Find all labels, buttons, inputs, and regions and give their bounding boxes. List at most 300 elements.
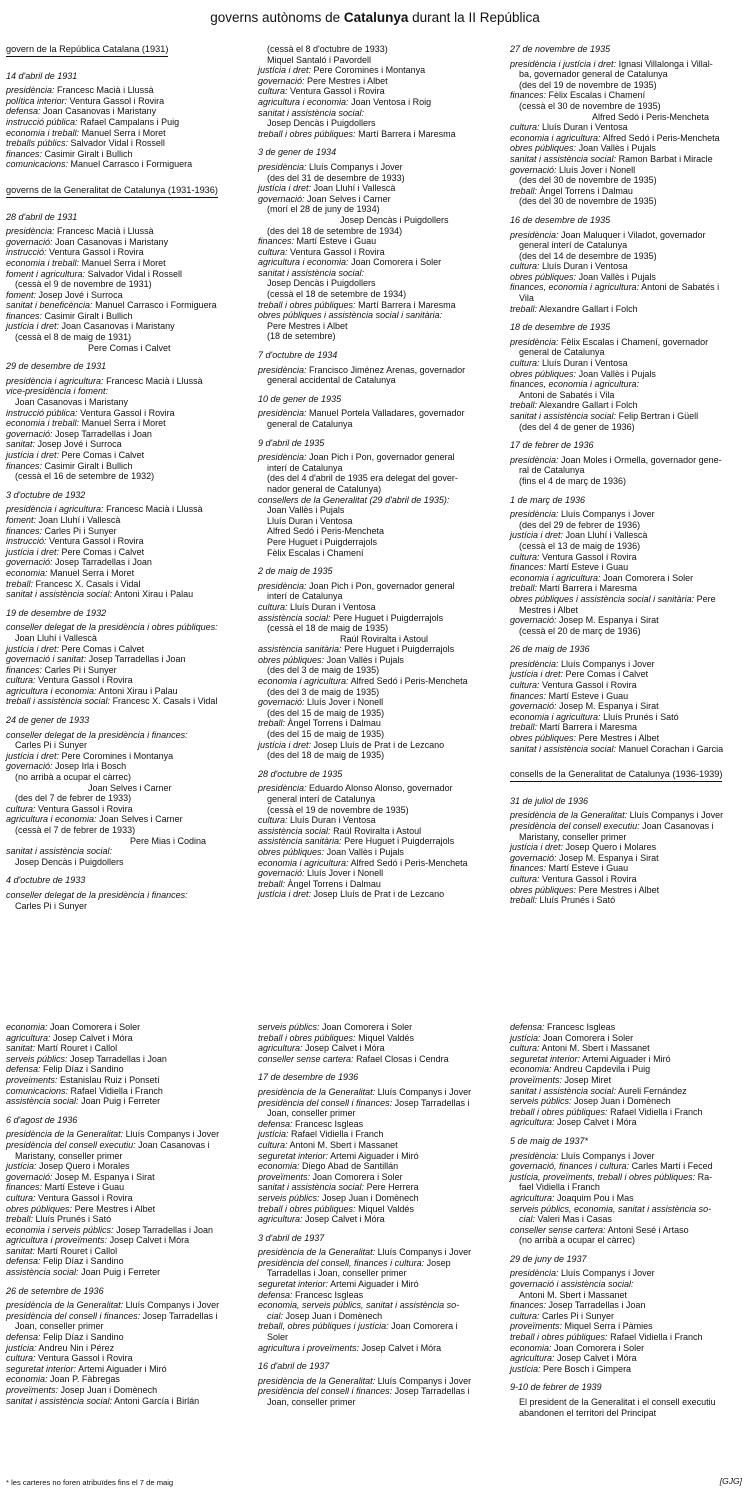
entry-line — [6, 128, 244, 139]
entry-line — [258, 473, 498, 484]
holder-name: (no arribà a ocupar el càrrec) — [15, 772, 132, 783]
office-label: agricultura i economia: — [6, 685, 97, 696]
entry-line — [6, 96, 244, 107]
holder-name: Antoni Sesé i Artaso — [607, 1224, 689, 1235]
column-3 — [510, 44, 746, 914]
office-label: presidència: — [510, 658, 559, 669]
entry-line — [510, 1343, 746, 1354]
office-label: agricultura: — [510, 1117, 555, 1128]
holder-name: Josep Tarradellas i — [394, 1097, 470, 1108]
office-label: presidència del consell executiu: — [510, 821, 640, 831]
entry-line — [258, 331, 498, 342]
holder-name: (morí el 28 de juny de 1934) — [267, 204, 380, 215]
title-suffix: durant la II República — [412, 10, 540, 25]
office-label: obres públiques: — [510, 143, 577, 154]
entry-date: 1 de març de 1936 — [510, 494, 586, 505]
office-label: presidència: — [258, 364, 307, 375]
government-entry — [510, 44, 746, 207]
entry-line — [258, 108, 498, 119]
office-label: presidència de la Generalitat: — [258, 1375, 376, 1386]
holder-name: Joan Comorera i Soler — [312, 1171, 403, 1182]
office-label: economia: — [6, 1022, 48, 1032]
holder-name: Joaquim Pou i Mas — [557, 1192, 634, 1203]
holder-name: Maristany, conseller primer — [15, 1150, 123, 1161]
entry-line — [258, 718, 498, 729]
entry-line — [258, 86, 498, 97]
holder-name: Josep Tarradellas i — [142, 1310, 218, 1321]
entry-line — [258, 375, 498, 386]
entry-line — [6, 1235, 244, 1246]
office-label: finances: — [6, 664, 43, 675]
holder-name: Martí Barrera i Maresma — [539, 583, 638, 594]
holder-name: Josep Lluís de Prat i de Lezcano — [313, 739, 445, 750]
office-label: serveis públics: — [510, 1096, 572, 1107]
holder-name: (cessà el 30 de novembre de 1935) — [519, 100, 661, 111]
office-label: serveis públics: — [6, 1053, 68, 1064]
office-label: obres públiques: — [6, 1203, 73, 1214]
entry-line — [510, 455, 746, 466]
entry-line — [510, 59, 746, 70]
entry-line — [510, 659, 746, 670]
entry-line — [6, 536, 244, 547]
entry-line — [6, 793, 244, 804]
entry-line — [510, 422, 746, 433]
holder-name: Antoni M. Sbert i Massanet — [289, 1139, 398, 1150]
holder-name: Joan, conseller primer — [267, 1397, 356, 1407]
holder-name: Andreu Nin i Pérez — [38, 1342, 115, 1353]
entry-line — [258, 868, 498, 879]
entry-line — [6, 686, 244, 697]
entry-line — [6, 1300, 244, 1311]
holder-name: Lluís Jover i Nonell — [307, 697, 384, 708]
holder-name: Martí Esteve i Guau — [548, 562, 629, 573]
office-label: obres públiques: — [258, 654, 325, 665]
government-entry — [6, 1115, 244, 1278]
holder-name: Lluís Prunés i Sató — [603, 711, 679, 722]
entry-line — [6, 85, 244, 96]
entry-line — [6, 526, 244, 537]
entry-line — [258, 257, 498, 268]
office-label: agricultura i proveïments: — [6, 1235, 108, 1246]
entry-line — [510, 842, 746, 853]
office-label: conseller sense cartera: — [258, 1053, 354, 1064]
entry-line — [510, 400, 746, 411]
holder-name: Francesc X. Casals i Vidal — [35, 578, 141, 589]
entry-line — [258, 1268, 498, 1279]
entry-line — [6, 1204, 244, 1215]
entry-line — [258, 537, 498, 548]
office-label: assistència social: — [6, 1096, 79, 1107]
holder-name: Fèlix Escalas i Chamení — [267, 547, 364, 558]
holder-name: (des del 4 d'abril de 1935 era delegat del gover- — [267, 473, 458, 484]
holder-name: (cessà el 18 de setembre de 1934) — [267, 289, 407, 300]
office-label: cultura: — [510, 873, 540, 884]
entry-line — [258, 750, 498, 761]
holder-name: (cessà el 16 de setembre de 1932) — [15, 471, 155, 482]
office-label: justícia i dret: — [6, 321, 60, 332]
holder-name: Pere Comas i Calvet — [88, 342, 171, 353]
entry-line — [258, 794, 498, 805]
entry-line — [258, 419, 498, 430]
entry-line — [510, 1214, 746, 1225]
entry-line — [258, 1332, 498, 1343]
holder-name: Josep Tarradellas i Joan — [55, 428, 152, 439]
office-label: economia i serveis públics: — [6, 1224, 114, 1235]
holder-name: Lluís Companys i Jover — [561, 1150, 655, 1161]
holder-name: Joan Lluhí i Vallescà — [565, 530, 648, 541]
entry-line — [510, 1172, 746, 1183]
entry-line — [6, 226, 244, 237]
office-label: conseller delegat de la presidència i finances: — [6, 889, 188, 900]
entry-line — [6, 1343, 244, 1354]
entry-line — [258, 310, 498, 321]
entry-line — [258, 1043, 498, 1054]
office-label: economia i agricultura: — [258, 857, 349, 868]
office-label: assistència social: — [258, 612, 331, 623]
entry-line — [258, 505, 498, 516]
entry-line — [510, 1182, 746, 1193]
page-title — [0, 10, 750, 26]
holder-name: (cessà el 8 d'octubre de 1933) — [267, 44, 388, 54]
entry-line — [258, 634, 498, 645]
holder-name: Francesc Isgleas — [295, 1289, 364, 1300]
holder-name: (des del 18 de maig de 1935) — [267, 750, 385, 761]
holder-name: Lluís Duran i Ventosa — [290, 601, 376, 612]
office-label: conseller sense cartera: — [510, 1224, 606, 1235]
entry-line — [6, 857, 244, 868]
office-label: seguretat interior: — [258, 1279, 329, 1290]
holder-name: Alfred Sedó i Peris-Mencheta — [350, 676, 468, 687]
entry-line — [510, 744, 746, 755]
office-label: sanitat i assistència social: — [6, 846, 113, 857]
holder-name: Martí Barrera i Maresma — [358, 128, 456, 139]
holder-name: (des del 3 de maig de 1935) — [267, 665, 380, 676]
entry-date: 28 d'octubre de 1935 — [258, 768, 343, 779]
footnote: * les carteres no foren atribuïdes fins el 7 de maig — [6, 1478, 174, 1487]
entry-line — [6, 1332, 244, 1343]
office-label: presidència: — [510, 229, 559, 240]
holder-name: (des del 18 de setembre de 1934) — [267, 225, 403, 236]
entry-line — [510, 520, 746, 531]
office-label: agricultura i economia: — [258, 96, 349, 107]
holder-name: Joan Moles i Ormella, governador gene- — [561, 454, 722, 465]
holder-name: Ventura Gassol i Rovira — [49, 247, 144, 258]
holder-name: Josep Jové i Surroca — [38, 289, 123, 300]
office-label: seguretat interior: — [258, 1150, 329, 1161]
entry-line — [510, 541, 746, 552]
office-label: política interior: — [6, 95, 68, 106]
entry-date: 2 de maig de 1935 — [258, 566, 333, 577]
entry-line — [510, 347, 746, 358]
office-label: defensa: — [258, 1118, 293, 1129]
holder-name: Casimir Giralt i Bullich — [44, 310, 133, 321]
office-label: obres públiques i assistència social i sanitària: — [258, 310, 443, 321]
holder-name: Eduardo Alonso Alonso, governador — [309, 783, 453, 794]
entry-line — [510, 509, 746, 520]
holder-name: Lluís Duran i Ventosa — [290, 815, 376, 826]
entry-line — [258, 484, 498, 495]
office-label: agricultura: — [258, 1043, 303, 1054]
entry-line — [258, 1119, 498, 1130]
entry-line — [258, 1258, 498, 1269]
entry-line — [6, 300, 244, 311]
entry-line — [510, 810, 746, 821]
holder-name: Joan Casanovas i Maristany — [61, 321, 175, 332]
office-label: justícia i dret: — [510, 842, 564, 853]
entry-line — [6, 783, 244, 794]
entry-line — [6, 1086, 244, 1097]
holder-name: Josep Tarradellas i Joan — [70, 1053, 167, 1064]
entry-line — [258, 268, 498, 279]
entry-line — [258, 879, 498, 890]
entry-line — [258, 665, 498, 676]
holder-name: Artemi Aiguader i Miró — [78, 1363, 167, 1374]
holder-name: Soler — [267, 1332, 289, 1343]
office-label: proveïments: — [258, 1171, 311, 1182]
entry-line — [6, 1193, 244, 1204]
office-label: defensa: — [6, 1256, 41, 1267]
holder-name: Ventura Gassol i Rovira — [542, 873, 637, 884]
holder-name: Alexandre Gallart i Folch — [539, 400, 638, 411]
entry-line — [510, 1117, 746, 1128]
office-label: governació i assistència social: — [510, 1279, 634, 1290]
entry-line — [510, 1279, 746, 1290]
holder-name: Josep Miret — [564, 1074, 612, 1085]
entry-line — [510, 712, 746, 723]
entry-line — [6, 1096, 244, 1107]
office-label: presidència de la Generalitat: — [6, 1300, 124, 1311]
entry-line — [258, 729, 498, 740]
entry-line — [258, 495, 498, 506]
holder-name: Carles Pi i Sunyer — [44, 525, 117, 536]
office-label: agricultura: — [510, 1353, 555, 1364]
holder-name: Joan Puig i Ferreter — [81, 1096, 161, 1107]
office-label: finances: — [510, 1300, 547, 1311]
entry-line — [6, 408, 244, 419]
holder-name: Àngel Torrens i Dalmau — [287, 878, 381, 889]
office-label: proveïments: — [6, 1385, 59, 1395]
entry-line — [6, 633, 244, 644]
holder-name: (des del 31 de desembre de 1933) — [267, 172, 405, 183]
office-label: sanitat i assistència social: — [510, 1085, 617, 1096]
entry-date: 5 de maig de 1937* — [510, 1135, 589, 1146]
entry-line — [510, 552, 746, 563]
holder-name: Manuel Serra i Moret — [81, 418, 166, 429]
entry-line — [258, 129, 498, 140]
holder-name: Ventura Gassol i Rovira — [38, 803, 133, 814]
holder-name: Lluís Companys i Jover — [561, 658, 655, 669]
office-label: governació: — [510, 615, 557, 626]
entry-date: 4 d'octubre de 1933 — [6, 875, 86, 886]
holder-name: Antoni M. Sbert i Massanet — [541, 1043, 650, 1054]
entry-line — [6, 654, 244, 665]
entry-line — [6, 589, 244, 600]
holder-name: Ventura Gassol i Rovira — [80, 407, 175, 418]
office-label: defensa: — [6, 1064, 41, 1075]
entry-line — [510, 1043, 746, 1054]
entry-line — [6, 279, 244, 290]
government-entry — [510, 440, 746, 486]
holder-name: Lluís Companys i Jover — [629, 810, 724, 821]
holder-name: Pere Huguet i Puigderrajols — [344, 644, 455, 655]
entry-line — [258, 1343, 498, 1354]
entry-date: 19 de desembre de 1932 — [6, 607, 107, 618]
office-label: cultura: — [510, 122, 540, 133]
entry-date: 16 d'abril de 1937 — [258, 1361, 330, 1372]
government-entry — [6, 715, 244, 867]
entry-line — [510, 701, 746, 712]
entry-line — [510, 1193, 746, 1204]
entry-line — [6, 751, 244, 762]
office-label: governació: — [6, 1171, 53, 1182]
office-label: obres públiques: — [510, 733, 577, 744]
office-label: sanitat: — [6, 439, 36, 450]
government-entry — [258, 394, 498, 430]
office-label: presidència: — [258, 783, 307, 794]
entry-line — [510, 175, 746, 186]
entry-line — [6, 1182, 244, 1193]
entry-line — [258, 805, 498, 816]
office-label: cultura: — [510, 261, 540, 272]
entry-line — [510, 196, 746, 207]
office-label: obres públiques: — [258, 846, 325, 857]
entry-line — [510, 832, 746, 843]
government-entry — [6, 361, 244, 482]
office-label: treball: — [510, 400, 538, 411]
holder-name: Joan Selves i Carner — [88, 782, 172, 793]
office-label: treball: — [258, 878, 286, 889]
government-entry — [258, 438, 498, 559]
entry-line — [6, 1246, 244, 1257]
entry-line — [6, 376, 244, 387]
office-label: justícia: — [258, 1129, 289, 1140]
office-label: governació i sanitat: — [6, 654, 87, 665]
holder-name: Ignasi Villalonga i Villal- — [618, 58, 713, 69]
entry-line — [6, 1151, 244, 1162]
holder-name: Miquel Santaló i Pavordell — [267, 54, 372, 65]
office-label: conseller delegat de la presidència i obres públiques: — [6, 622, 218, 633]
entry-line — [510, 853, 746, 864]
entry-line — [510, 1107, 746, 1118]
entry-line — [510, 573, 746, 584]
entry-line — [6, 258, 244, 269]
holder-name: Raúl Roviralta i Astoul — [333, 825, 422, 836]
office-label: justícia i dret: — [6, 750, 60, 761]
holder-name: (des del 30 de novembre de 1935) — [519, 175, 657, 186]
holder-name: Lluís Jover i Nonell — [307, 868, 384, 879]
entry-line — [510, 680, 746, 691]
holder-name: Joan Pich i Pon, governador general — [309, 580, 455, 591]
office-label: justícia i dret: — [6, 643, 60, 654]
government-entry — [6, 212, 244, 354]
entry-line — [258, 278, 498, 289]
office-label: treball i obres públiques: — [510, 1332, 608, 1343]
holder-name: Antoni M. Sbert i Massanet — [519, 1289, 628, 1300]
entry-line — [258, 97, 498, 108]
office-label: presidència: — [510, 1150, 559, 1161]
entry-line — [510, 112, 746, 123]
office-label: consellers de la Generalitat (29 d'abril de 1935): — [258, 494, 450, 505]
holder-name: Rafael Vidiella i Franch — [70, 1085, 163, 1096]
entry-line — [510, 133, 746, 144]
holder-name: Carles Pi i Sunyer — [542, 1310, 615, 1321]
holder-name: Martí Rouret i Callol — [37, 1043, 118, 1054]
office-label: treball i obres públiques: — [258, 128, 356, 139]
entry-line — [510, 282, 746, 293]
office-label: presidència: — [510, 509, 559, 520]
office-label: assistència social: — [258, 825, 331, 836]
entry-line — [6, 1311, 244, 1322]
entry-line — [6, 1161, 244, 1172]
office-label: economia i agricultura: — [258, 676, 349, 687]
holder-name: Lluís Companys i Jover — [377, 1375, 472, 1386]
office-label: treball, obres públiques i justícia: — [258, 1321, 389, 1332]
holder-name: Estanislau Ruiz i Ponsetí — [60, 1074, 160, 1085]
entry-line — [510, 101, 746, 112]
column-5 — [258, 1022, 498, 1416]
entry-line — [258, 858, 498, 869]
entry-line — [258, 1098, 498, 1109]
office-label: treball: — [510, 583, 538, 594]
office-label: agricultura i proveïments: — [258, 1342, 360, 1353]
holder-name: (des del 7 de febrer de 1933) — [15, 793, 132, 804]
entry-line — [258, 1129, 498, 1140]
holder-name: Joan Lluhí i Vallescà — [38, 514, 121, 525]
entry-line — [510, 821, 746, 832]
entry-line — [6, 901, 244, 912]
entry-date: 28 d'abril de 1931 — [6, 211, 78, 222]
holder-name: general de Catalunya — [519, 347, 605, 358]
office-label: sanitat i assistència social: — [510, 743, 617, 754]
office-label: economia, serveis públics, sanitat i assistència so- — [258, 1300, 460, 1311]
office-label: finances, economia i agricultura: — [510, 282, 640, 293]
holder-name: (des del 14 de desembre de 1935) — [519, 250, 657, 261]
office-label: sanitat i assistència social: — [258, 107, 365, 118]
holder-name: Joan Vallès i Pujals — [267, 505, 345, 516]
office-label: assistència sanitària: — [258, 644, 342, 655]
office-label: presidència del consell i finances: — [258, 1097, 393, 1108]
government-entry — [510, 1022, 746, 1128]
holder-name: Francesc Isgleas — [547, 1022, 616, 1032]
office-label: finances: — [6, 1182, 43, 1193]
office-label: cultura: — [510, 551, 540, 562]
holder-name: Francesc Macià i Llussà — [57, 226, 154, 237]
entry-line — [258, 644, 498, 655]
holder-name: Ventura Gassol i Rovira — [49, 536, 144, 547]
office-label: sanitat i assistència social: — [510, 411, 617, 421]
entry-line — [258, 815, 498, 826]
column-6 — [510, 1022, 746, 1426]
office-label: cultura: — [510, 680, 540, 691]
office-label: cial: — [519, 1214, 536, 1225]
holder-name: Alfred Sedó i Peris-Mencheta — [267, 526, 385, 537]
holder-name: Lluís Companys i Jover — [125, 1129, 220, 1140]
office-label: economia i treball: — [6, 257, 80, 268]
government-entry — [258, 1072, 498, 1224]
holder-name: Martí Esteve i Guau — [296, 236, 377, 247]
government-entry — [258, 566, 498, 761]
entry-line — [510, 562, 746, 573]
holder-name: Josep M. Espanya i Sirat — [559, 701, 659, 712]
entry-line — [510, 1353, 746, 1364]
office-label: economia i agricultura: — [510, 572, 601, 583]
holder-name: Manuel Serra i Moret — [81, 257, 166, 268]
entry-line — [510, 626, 746, 637]
holder-name: Francesc Macià i Llussà — [57, 85, 154, 96]
entry-line — [6, 1033, 244, 1044]
holder-name: Pere Mestres i Albet — [307, 75, 388, 86]
entry-line — [510, 1235, 746, 1246]
